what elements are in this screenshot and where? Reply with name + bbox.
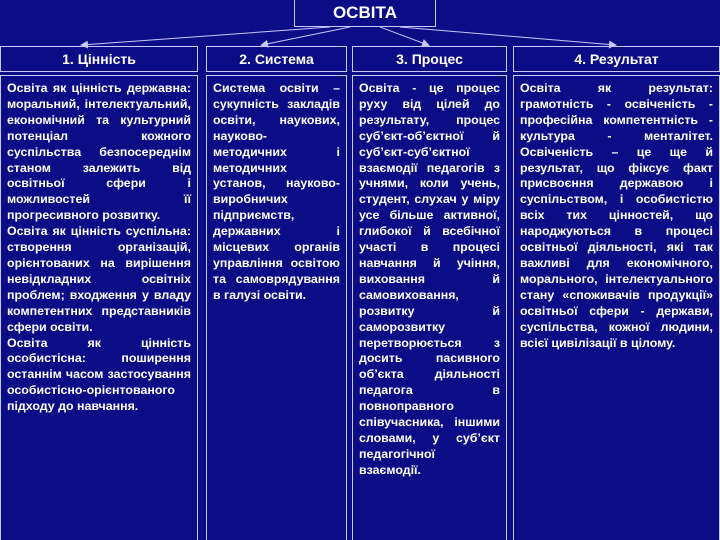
column-body-value [0, 75, 198, 540]
system-paragraph: Система освіти – сукупність закладів освіти, наукових, науково-методичних і методичних установ, науково-виробничих підприємств, державних і місцевих органів управління освітою та самоврядування в галузі освіти. [213, 81, 340, 302]
column-heading-value: 1. Цінність [0, 46, 198, 72]
arrow-to-column-2 [262, 27, 350, 45]
result-paragraph: Освіта як результат: грамотність - освіченість - професійна компетентність - культура - менталітет. Освіченість – це ще й результат, що фіксує факт присвоєння державою і суспільством, і особистістю всіх тих цінностей, що народжуються в процесі освітньої діяльності, які так важливі для економічного, морального, інтелектуального стану «споживачів продукції» освітньої сфери - держави, суспільства, кожної людини, всієї цивілізації в цілому. [520, 81, 713, 350]
arrow-to-column-3 [380, 27, 428, 45]
value-social-paragraph: Освіта як цінність суспільна: створення організацій, орієнтованих на вирішення невідкладних освітніх проблем; входження у владу компетентних представників сфери освіти. [7, 224, 191, 334]
column-heading-system: 2. Система [206, 46, 347, 72]
column-heading-result: 4. Результат [513, 46, 720, 72]
column-heading-process: 3. Процес [352, 46, 507, 72]
column-body-system [206, 75, 347, 540]
diagram-title: ОСВІТА [294, 0, 436, 27]
column-body-process [352, 75, 507, 540]
value-state-paragraph: Освіта як цінність державна: моральний, інтелектуальний, економічний та культурний потенціал кожного суспільства безпосереднім станом залежить від освітньої сфери і можливостей її прогресивного розвитку. [7, 81, 191, 223]
arrow-to-column-1 [82, 27, 330, 45]
value-personal-paragraph: Освіта як цінність особистісна: поширення останнім часом застосування особистісно-орієнтованого підходу до навчання. [7, 335, 191, 414]
process-paragraph: Освіта - це процес руху від цілей до результату, процес суб’єкт-об’єктної й суб’єкт-суб’єктної взаємодії педагогів з учнями, коли учень, студент, слухач у міру усе більше активної, глибокої й всебічної участі в процесі навчання й учіння, виховання й самовиховання, розвитку й саморозвитку перетворюється з досить пасивного об’єкта діяльності педагога в повноправного співучасника, іншими словами, у суб’єкт педагогічної взаємодії. [359, 81, 500, 477]
arrow-to-column-4 [400, 27, 615, 45]
column-body-result [513, 75, 720, 540]
